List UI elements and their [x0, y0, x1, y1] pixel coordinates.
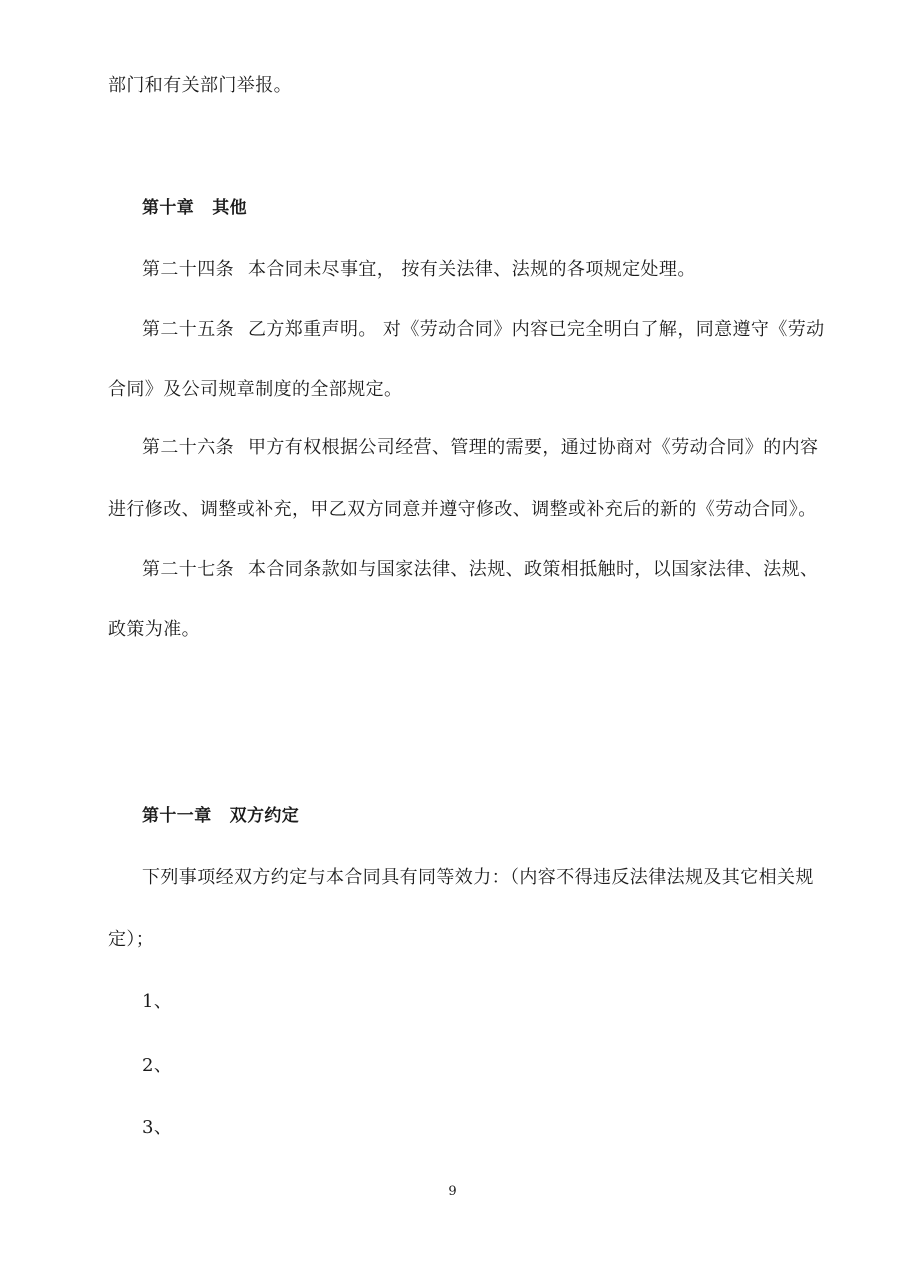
list-item: 2、 [142, 1055, 173, 1076]
list-item: 3、 [142, 1117, 173, 1138]
article-27-line-2: 政策为准。 [108, 619, 200, 640]
article-25-line-1 [142, 318, 825, 342]
article-number: 第二十四条 [142, 259, 234, 280]
article-number: 第二十七条 [142, 559, 234, 580]
article-number: 第二十六条 [142, 437, 234, 458]
article-25-line-2: 合同》及公司规章制度的全部规定。 [108, 379, 403, 400]
article-24 [142, 258, 696, 282]
agreement-line-1: 下列事项经双方约定与本合同具有同等效力：（内容不得违反法律法规及其它相关规 [142, 867, 814, 888]
article-26-line-2: 进行修改、调整或补充，甲乙双方同意并遵守修改、调整或补充后的新的《劳动合同》。 [108, 499, 817, 520]
article-text: 本合同未尽事宜， 按有关法律、法规的各项规定处理。 [248, 259, 696, 280]
page-number: 9 [448, 1184, 457, 1199]
chapter-title: 双方约定 [229, 806, 300, 826]
list-item: 1、 [142, 991, 173, 1012]
article-number: 第二十五条 [142, 319, 234, 340]
chapter-10-heading [142, 196, 247, 220]
chapter-number: 第十一章 [142, 806, 212, 826]
article-text: 甲方有权根据公司经营、管理的需要，通过协商对《劳动合同》的内容 [248, 437, 819, 458]
article-27-line-1 [142, 558, 818, 582]
article-26-line-1 [142, 436, 818, 460]
agreement-line-2: 定）； [108, 929, 155, 950]
chapter-title: 其他 [212, 198, 248, 218]
chapter-number: 第十章 [142, 198, 195, 218]
chapter-11-heading [142, 804, 299, 828]
article-text: 乙方郑重声明。 对《劳动合同》内容已完全明白了解，同意遵守《劳动 [248, 319, 825, 340]
continuation-text: 部门和有关部门举报。 [108, 75, 292, 96]
article-text: 本合同条款如与国家法律、法规、政策相抵触时，以国家法律、法规、 [248, 559, 819, 580]
